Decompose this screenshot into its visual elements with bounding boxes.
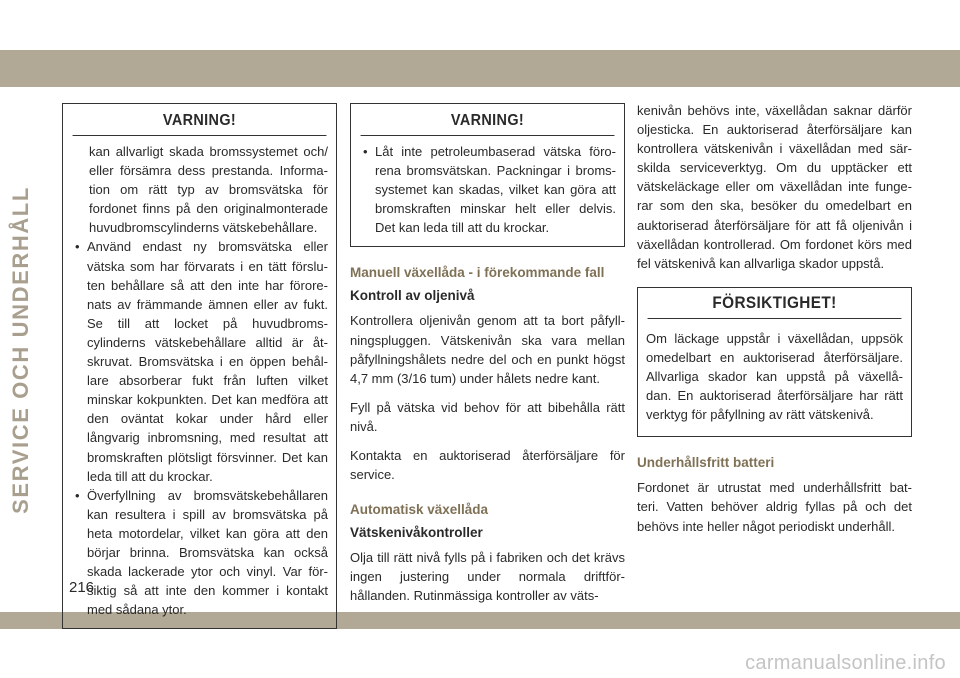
paragraph-oil-check: Kontrollera oljenivån genom att ta bort påfyll- ningspluggen. Vätskenivån ska vara mellan påfyllningshålets nedre del och en punkt högst 4,7 mm (3/16 tum) under hålets nedre kant. — [350, 313, 625, 386]
subheading-fluid-level-checks: Vätskenivåkontroller — [350, 525, 483, 541]
caution-title: FÖRSIKTIGHET! — [648, 288, 902, 319]
caution-box — [637, 287, 912, 437]
paragraph-contact-dealer: Kontakta en auktoriserad återförsäljare för service. — [350, 448, 625, 483]
warning-list — [361, 142, 616, 237]
caution-text: Om läckage uppstår i växellådan, uppsök omedelbart en auktoriserad återförsäljare. Allvarliga skador kan uppstå på växellå- dan. En auktoriserad återförsäljare har rätt verktyg för påfyllning av rätt vätskenivå. — [646, 330, 903, 423]
section-heading-automatic-gearbox: Automatisk växellåda — [350, 502, 489, 518]
warning-title: VARNING! — [73, 104, 327, 136]
warning-continued-text: kan allvarligt skada bromssystemet och/ eller försämra dess prestanda. Informa- tion om rätt typ av bromsvätska för fordonet finns på den originalmonterade huvudbromscylinderns vätskebehållare. — [89, 144, 328, 236]
warning-body — [63, 136, 336, 628]
warning-bullet-overfill: • Överfyllning av bromsvätskebehållaren kan resultera i spill av bromsvätska på heta motordelar, vilket kan göra att den börjar brinna. Bromsvätska kan också skada lackerade ytor och vinyl. Var för- siktig så att inte den kommer i kontakt med sådana ytor. — [73, 486, 328, 620]
column-2 — [350, 103, 625, 616]
column-3 — [637, 101, 912, 546]
warning-box-2 — [350, 103, 625, 247]
caution-body — [638, 319, 911, 436]
warning-title: VARNING! — [361, 104, 615, 136]
paragraph-fluid-level-continued: kenivån behövs inte, växellådan saknar därför oljesticka. En auktoriserad återförsäljare kan kontrollera vätskenivån i växellådan med sär- skilda serviceverktyg. Om du upptäcker ett vätskeläckage eller om växellådan inte funge- rar som den ska, besöker du omedelbart en auktoriserad återförsäljare för att få oljenivån i växellådan kontrollerad. Om fordonet körs med fel vätskenivå kan allvarliga skador uppstå. — [637, 103, 912, 271]
watermark: carmanualsonline.info — [745, 652, 946, 674]
page-number: 216 — [69, 579, 95, 596]
warning-box-1 — [62, 103, 337, 629]
header-band — [0, 50, 960, 87]
warning-list — [73, 237, 328, 619]
warning-bullet-petroleum: • Låt inte petroleumbaserad vätska föro- rena bromsvätskan. Packningar i broms- systemet kan skadas, vilket kan göra att bromskraften minskar helt eller delvis. Det kan leda till att du krockar. — [361, 142, 616, 237]
paragraph-factory-fill: Olja till rätt nivå fylls på i fabriken och det krävs ingen justering under normala driftför- hållanden. Rutinmässiga kontroller av väts- — [350, 550, 625, 604]
warning-bullet-fresh-fluid: • Använd endast ny bromsvätska eller vätska som har förvarats i en tätt förslu- ten behållare så att den inte har förore- nats av främmande ämnen eller av fukt. Se till att locket på huvudbroms- cylinderns vätskebehållare alltid är åt- skruvat. Bromsvätska i en öppen behål- lare absorberar fukt från luften vilket minskar kokpunkten. Det kan medföra att den oväntat kokar under hård eller långvarig inbromsning, med resultat att bromskraften plötsligt försvinner. Det kan leda till att du krockar. — [73, 237, 328, 485]
paragraph-battery: Fordonet är utrustat med underhållsfritt bat- teri. Vatten behöver aldrig fyllas på och det behövs inte heller något periodiskt underhåll. — [637, 480, 912, 534]
section-heading-maintenance-free-battery: Underhållsfritt batteri — [637, 455, 775, 471]
side-chapter-title-text: SERVICE OCH UNDERHÅLL — [8, 186, 33, 514]
section-heading-manual-gearbox: Manuell växellåda - i förekommande fall — [350, 265, 605, 281]
subheading-oil-level-check: Kontroll av oljenivå — [350, 288, 475, 304]
paragraph-fill-fluid: Fyll på vätska vid behov för att bibehålla rätt nivå. — [350, 399, 625, 434]
column-1 — [62, 103, 337, 629]
warning-body — [351, 136, 624, 246]
